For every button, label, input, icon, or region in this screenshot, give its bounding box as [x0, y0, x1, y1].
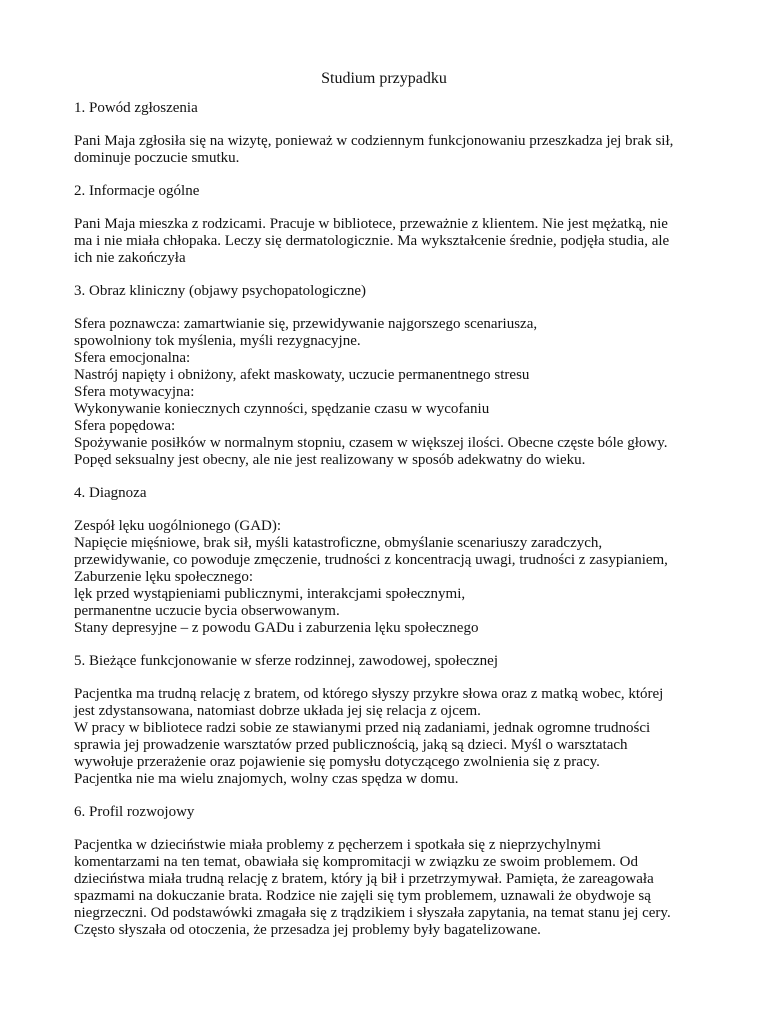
- text-line: wywołuje przerażenie oraz pojawienie się pomysłu dotyczącego zwolnienia się z pracy.: [74, 754, 600, 770]
- section-heading: [74, 653, 714, 670]
- text-line: ma i nie miała chłopaka. Leczy się dermatologicznie. Ma wykształcenie średnie, podjęła studia, ale: [74, 233, 670, 249]
- section-heading: [74, 804, 714, 821]
- text-line: niegrzeczni. Od podstawówki zmagała się z trądzikiem i słyszała zapytania, na temat stanu jej cery.: [74, 905, 671, 921]
- text-line: Sfera popędowa:: [74, 418, 176, 434]
- text-line: spowolniony tok myślenia, myśli rezygnacyjne.: [74, 333, 361, 349]
- document-body: [74, 100, 714, 955]
- heading-text: 5. Bieżące funkcjonowanie w sferze rodzinnej, zawodowej, społecznej: [74, 653, 498, 669]
- text-line: dominuje poczucie smutku.: [74, 150, 240, 166]
- text-line: Stany depresyjne – z powodu GADu i zaburzenia lęku społecznego: [74, 620, 479, 636]
- paragraph: [74, 518, 714, 637]
- text-line: Pacjentka ma trudną relację z bratem, od którego słyszy przykre słowa oraz z matką wobec, której: [74, 686, 664, 702]
- page-title: Studium przypadku: [321, 70, 447, 87]
- text-line: Napięcie mięśniowe, brak sił, myśli katastroficzne, obmyślanie scenariuszy zaradczych,: [74, 535, 603, 551]
- text-line: permanentne uczucie bycia obserwowanym.: [74, 603, 340, 619]
- text-line: Spożywanie posiłków w normalnym stopniu, czasem w większej ilości. Obecne częste bóle głowy.: [74, 435, 668, 451]
- heading-text: 6. Profil rozwojowy: [74, 804, 195, 820]
- text-line: Pani Maja mieszka z rodzicami. Pracuje w bibliotece, przeważnie z klientem. Nie jest mężatką, nie: [74, 216, 668, 232]
- text-line: dzieciństwa miała trudną relację z bratem, który ją bił i przetrzymywał. Pamięta, że zareagowała: [74, 871, 654, 887]
- text-line: przewidywanie, co powoduje zmęczenie, trudności z koncentracją uwagi, trudności z zasypianiem,: [74, 552, 668, 568]
- heading-text: 4. Diagnoza: [74, 485, 147, 501]
- section-heading: [74, 485, 714, 502]
- paragraph: [74, 316, 714, 469]
- text-line: lęk przed wystąpieniami publicznymi, interakcjami społecznymi,: [74, 586, 466, 602]
- text-line: Sfera emocjonalna:: [74, 350, 191, 366]
- text-line: jest zdystansowana, natomiast dobrze układa jej się relacja z ojcem.: [74, 703, 481, 719]
- text-line: W pracy w bibliotece radzi sobie ze stawianymi przed nią zadaniami, jednak ogromne trudności: [74, 720, 651, 736]
- text-line: ich nie zakończyła: [74, 250, 186, 266]
- section-heading: [74, 283, 714, 300]
- text-line: Pacjentka w dzieciństwie miała problemy z pęcherzem i spotkała się z nieprzychylnymi: [74, 837, 601, 853]
- paragraph: [74, 216, 714, 267]
- text-line: sprawia jej prowadzenie warsztatów przed publicznością, jaką są dzieci. Myśl o warsztatach: [74, 737, 628, 753]
- text-line: Sfera motywacyjna:: [74, 384, 195, 400]
- heading-text: 3. Obraz kliniczny (objawy psychopatologiczne): [74, 283, 366, 299]
- text-line: spazmami na dokuczanie brata. Rodzice nie zajęli się tym problemem, uznawali że obydwoje są: [74, 888, 651, 904]
- text-line: Zaburzenie lęku społecznego:: [74, 569, 254, 585]
- text-line: Sfera poznawcza: zamartwianie się, przewidywanie najgorszego scenariusza,: [74, 316, 538, 332]
- heading-text: 1. Powód zgłoszenia: [74, 100, 198, 116]
- paragraph: [74, 837, 714, 939]
- text-line: Zespół lęku uogólnionego (GAD):: [74, 518, 282, 534]
- text-line: Często słyszała od otoczenia, że przesadza jej problemy były bagatelizowane.: [74, 922, 541, 938]
- text-line: Wykonywanie koniecznych czynności, spędzanie czasu w wycofaniu: [74, 401, 490, 417]
- paragraph: [74, 133, 714, 167]
- text-line: komentarzami na ten temat, obawiała się kompromitacji w związku ze swoim problemem. Od: [74, 854, 638, 870]
- paragraph: [74, 686, 714, 788]
- text-line: Pani Maja zgłosiła się na wizytę, ponieważ w codziennym funkcjonowaniu przeszkadza jej brak sił,: [74, 133, 674, 149]
- text-line: Nastrój napięty i obniżony, afekt maskowaty, uczucie permanentnego stresu: [74, 367, 530, 383]
- section-heading: [74, 100, 714, 117]
- text-line: Pacjentka nie ma wielu znajomych, wolny czas spędza w domu.: [74, 771, 459, 787]
- text-line: Popęd seksualny jest obecny, ale nie jest realizowany w sposób adekwatny do wieku.: [74, 452, 586, 468]
- section-heading: [74, 183, 714, 200]
- heading-text: 2. Informacje ogólne: [74, 183, 200, 199]
